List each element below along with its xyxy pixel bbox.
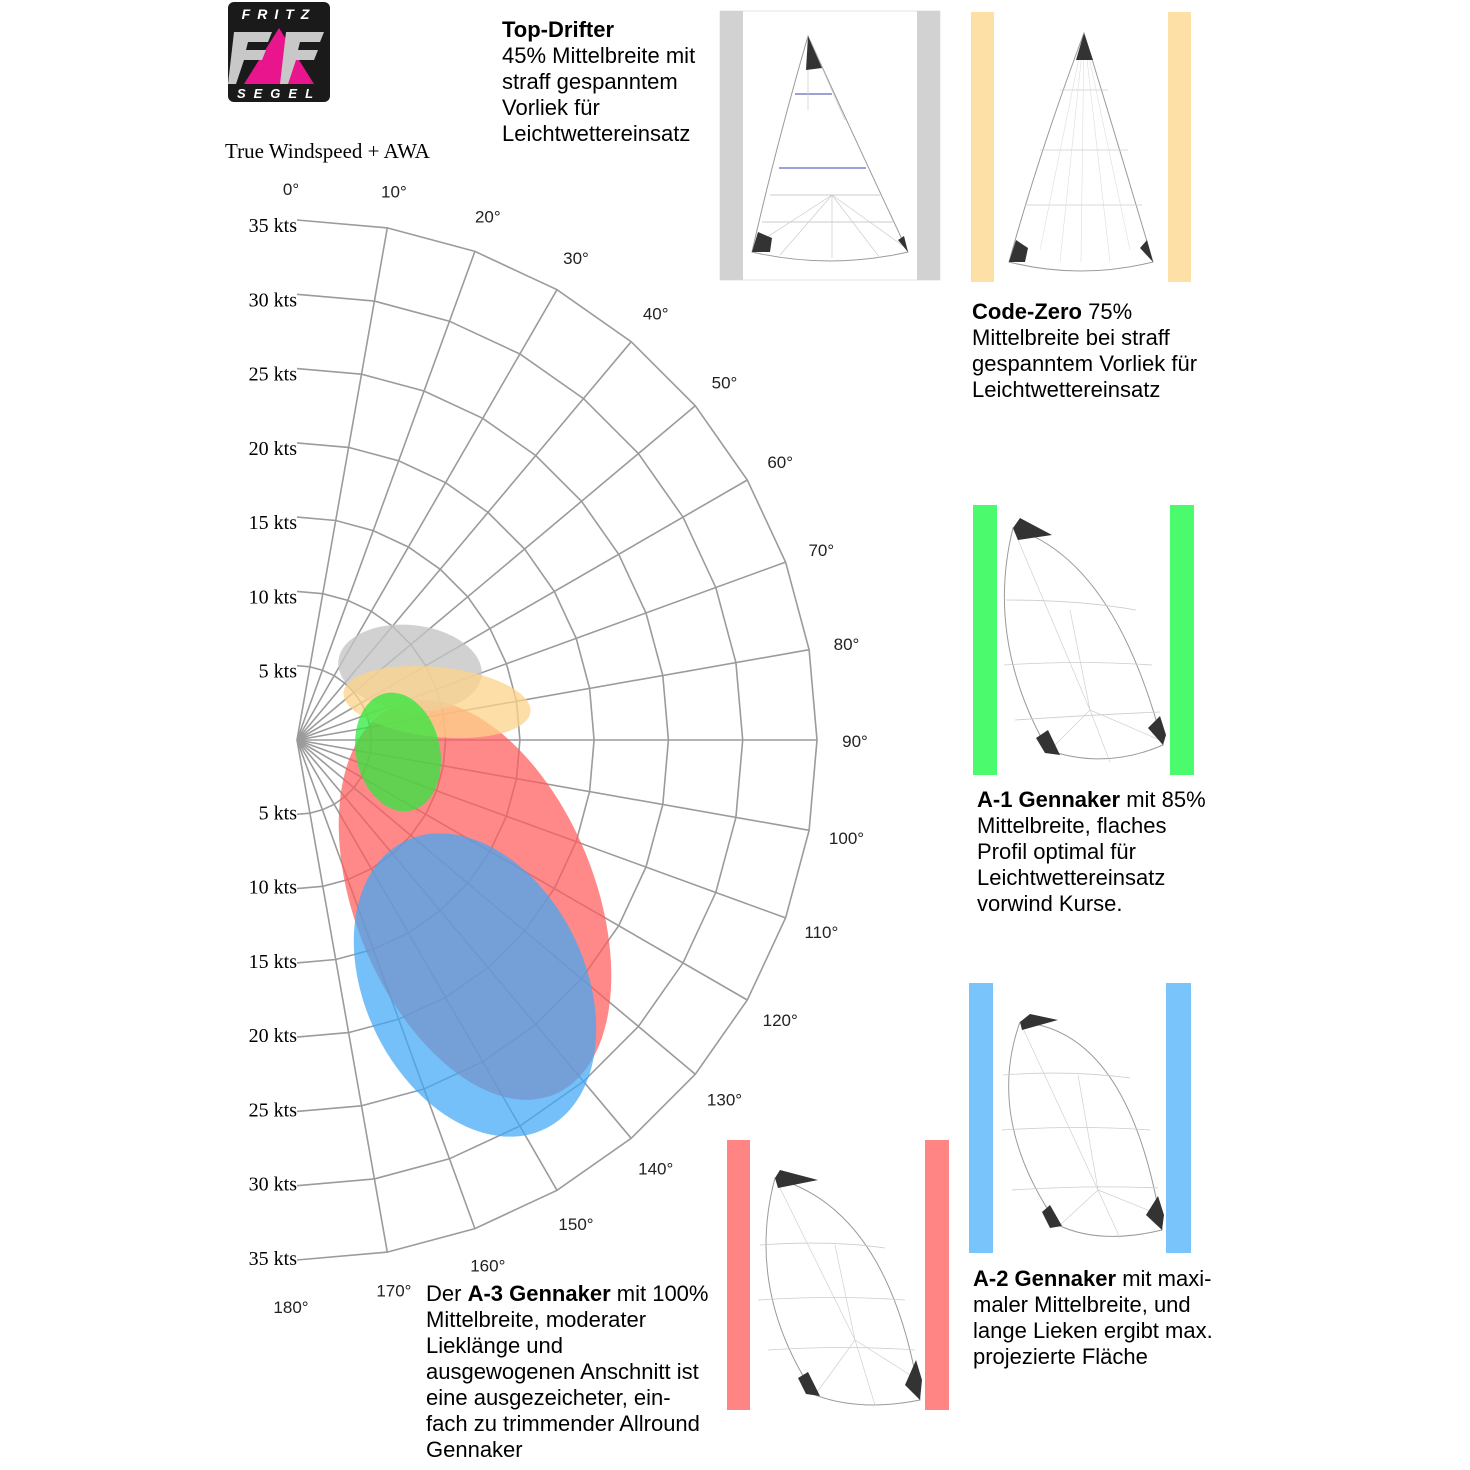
top-drifter-caption: [502, 17, 717, 147]
code-zero-text: 75% Mittelbreite bei straff gespanntem Vorliek für Leichtwettereinsatz: [972, 299, 1198, 402]
angle-label-170deg: 170°: [376, 1281, 412, 1301]
upper-speed-label-10: 10 kts: [248, 586, 297, 609]
angle-label-80deg: 80°: [833, 635, 860, 655]
a3-gennaker-caption: [426, 1281, 711, 1463]
top-drifter-color-bar-left: [720, 11, 743, 280]
lower-speed-label-10: 10 kts: [248, 876, 297, 899]
a2-gennaker-text: mit maxi-maler Mittelbreite, und lange Lieken ergibt max. projezierte Fläche: [973, 1266, 1213, 1369]
code-zero-color-bar-left: [971, 12, 994, 282]
a1-gennaker-sail-image: [973, 505, 1194, 775]
a2-gennaker-caption: [973, 1266, 1228, 1370]
logo-bottom-text: SEGEL: [236, 86, 322, 101]
angle-label-50deg: 50°: [711, 373, 738, 393]
a1-gennaker-caption: [977, 787, 1222, 917]
a3-gennaker-sail-image: [727, 1140, 949, 1410]
code-zero-caption: [972, 299, 1217, 403]
top-drifter-sail-image: [720, 11, 940, 280]
lower-speed-label-30: 30 kts: [248, 1173, 297, 1196]
code-zero-sail-image: [971, 12, 1191, 282]
a2-color-bar-left: [969, 983, 993, 1253]
angle-label-160deg: 160°: [470, 1256, 506, 1276]
a3-gennaker-title: A-3 Gennaker: [467, 1281, 611, 1306]
lower-speed-label-5: 5 kts: [258, 802, 297, 825]
top-drifter-title: Top-Drifter: [502, 17, 615, 42]
angle-label-120deg: 120°: [762, 1011, 798, 1030]
a3-color-bar-right: [925, 1140, 949, 1410]
angle-label-90deg: 90°: [842, 732, 868, 751]
a1-gennaker-text: mit 85% Mittelbreite, flaches Profil optimal für Leichtwettereinsatz vorwind Kurse.: [977, 787, 1206, 916]
angle-label-70deg: 70°: [808, 541, 835, 561]
upper-speed-label-30: 30 kts: [248, 289, 297, 312]
logo-top-text: FRITZ: [241, 6, 317, 22]
upper-speed-label-35: 35 kts: [248, 215, 297, 237]
angle-label-110deg: 110°: [804, 922, 839, 942]
fritz-segel-logo: [228, 2, 330, 102]
lower-speed-label-25: 25 kts: [248, 1099, 297, 1122]
angle-label-40deg: 40°: [642, 304, 669, 324]
code-zero-title: Code-Zero: [972, 299, 1082, 324]
upper-speed-label-25: 25 kts: [248, 363, 297, 386]
angle-label-20deg: 20°: [474, 207, 501, 227]
angle-label-180deg: 180°: [273, 1298, 309, 1317]
top-drifter-text: 45% Mittelbreite mit straff gespanntem Vorliek für Leichtwettereinsatz: [502, 43, 696, 146]
lower-speed-label-20: 20 kts: [248, 1025, 297, 1048]
angle-label-100deg: 100°: [828, 828, 865, 848]
angle-label-60deg: 60°: [767, 453, 794, 472]
angle-label-30deg: 30°: [563, 248, 589, 268]
a1-color-bar-right: [1170, 505, 1194, 775]
a2-gennaker-title: A-2 Gennaker: [973, 1266, 1117, 1291]
a3-gennaker-prefix: Der: [426, 1281, 462, 1306]
a2-gennaker-sail-image: [969, 983, 1191, 1253]
code-zero-color-bar-right: [1168, 12, 1191, 282]
a2-color-bar-right: [1166, 983, 1191, 1253]
angle-label-140deg: 140°: [638, 1159, 674, 1179]
a1-gennaker-title: A-1 Gennaker: [977, 787, 1121, 812]
angle-label-10deg: 10°: [381, 182, 407, 202]
upper-speed-label-5: 5 kts: [258, 660, 297, 683]
lower-speed-label-15: 15 kts: [248, 950, 297, 973]
lower-speed-label-35: 35 kts: [248, 1248, 297, 1270]
a3-gennaker-text: mit 100% Mittelbreite, moderater Lieklänge und ausgewogenen Anschnitt ist eine ausgezeicheter, ein-fach zu trimmender Allround Gennaker: [426, 1281, 709, 1462]
angle-label-130deg: 130°: [706, 1090, 743, 1110]
angle-label-150deg: 150°: [558, 1215, 594, 1235]
polar-title: True Windspeed + AWA: [225, 139, 430, 163]
top-drifter-color-bar-right: [917, 11, 940, 280]
angle-label-0deg: 0°: [282, 180, 300, 199]
upper-speed-label-15: 15 kts: [248, 512, 297, 535]
upper-speed-label-20: 20 kts: [248, 437, 297, 460]
a1-color-bar-left: [973, 505, 997, 775]
a3-color-bar-left: [727, 1140, 750, 1410]
